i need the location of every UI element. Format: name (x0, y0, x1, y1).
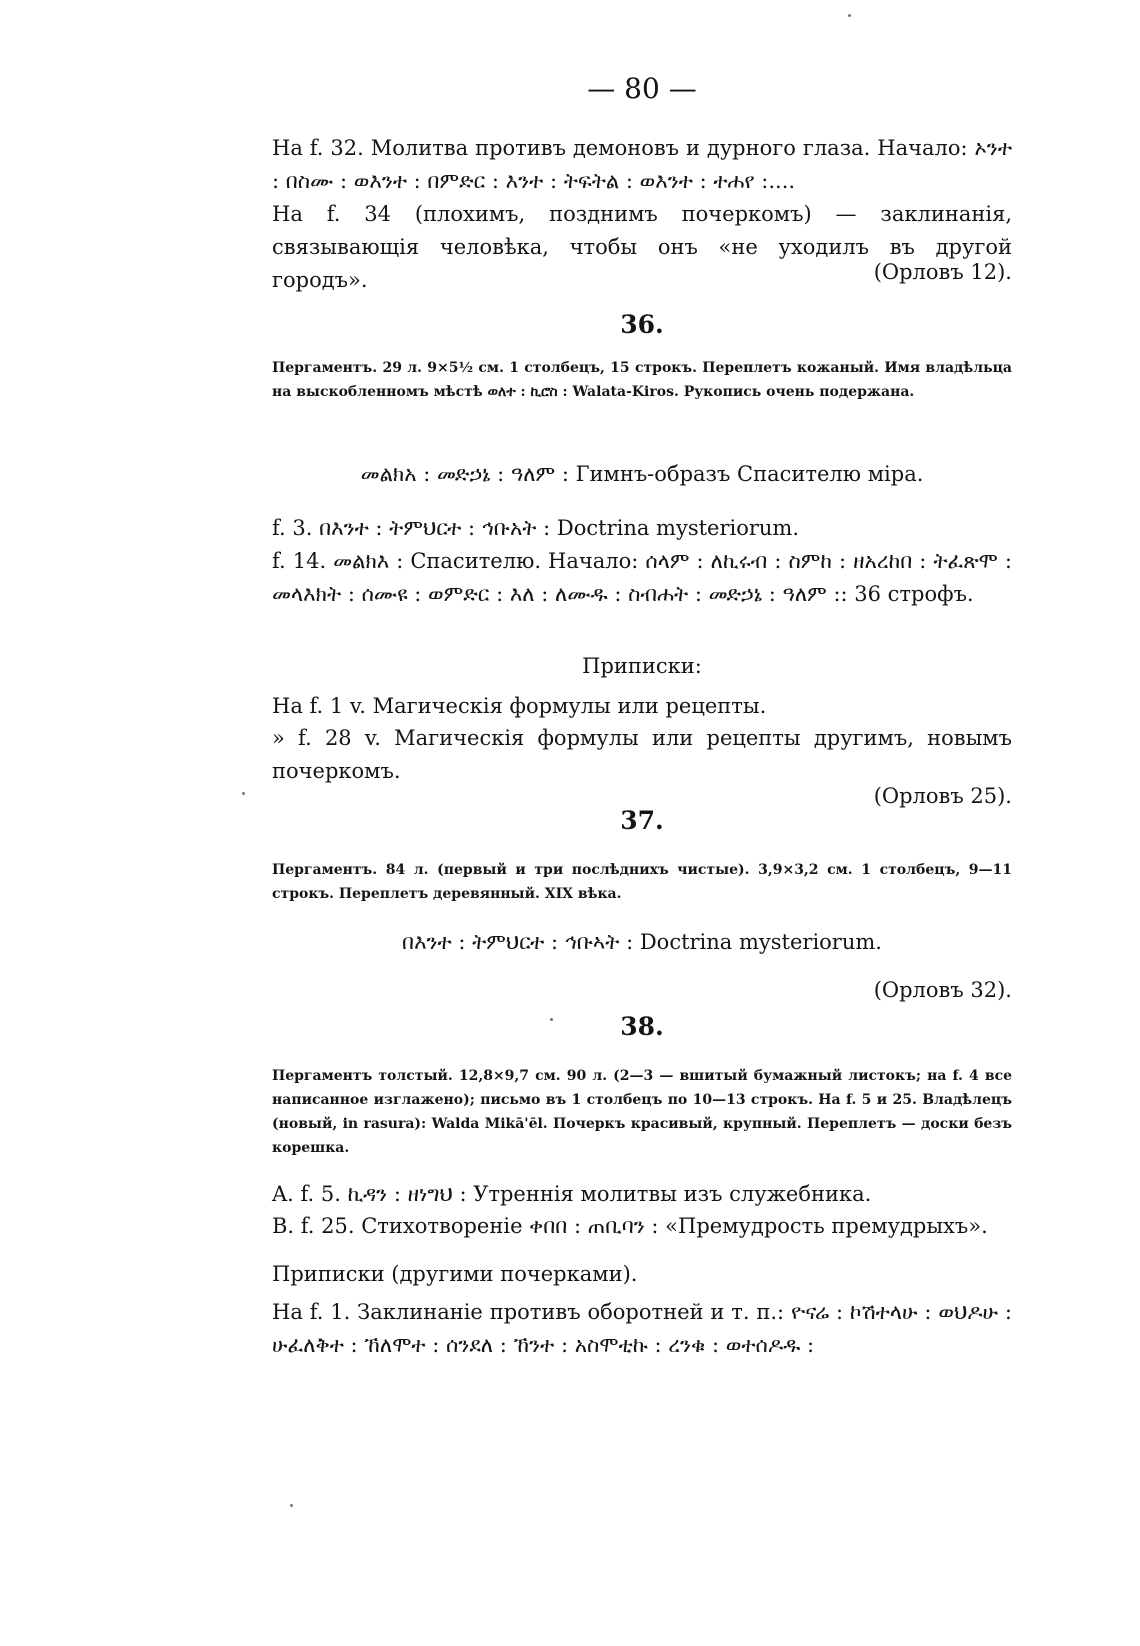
entry-36-description: Пергаментъ. 29 л. 9×5½ см. 1 столбецъ, 15 строкъ. Переплетъ кожаный. Имя владѣльца на выскобленномъ мѣстѣ ወለተ : ኪሮስ : Walata-Kiros. Рукопись очень подержана. (272, 360, 1012, 400)
paragraph-f34: На f. 34 (плохимъ, позднимъ почеркомъ) — заклинанія, связывающія человѣка, чтобы онъ «не уходилъ въ другой городъ». (272, 202, 1012, 292)
entry-number-38: 38. (620, 1012, 664, 1041)
print-speck (550, 1018, 553, 1021)
print-speck (290, 1504, 293, 1507)
entry-36-line-f3: f. 3. በእንተ : ትምህርተ : ኅቡአት : Doctrina mysteriorum. (272, 516, 800, 540)
entry-38-note-f1: На f. 1. Заклинаніе противъ оборотней и т. п.: ዮናሬ : ኮሽተላሁ : ወህዶሁ : ሁፈለቅተ : ኸለሞተ : ሰንደለ : ኸንተ : አስሞቲኩ : ረንቁ : ወተሰዶዱ : (272, 1300, 1012, 1357)
entry-37-description: Пергаментъ. 84 л. (первый и три послѣднихъ чистые). 3,9×3,2 см. 1 столбецъ, 9—11 строкъ. Переплетъ деревянный. XIX вѣка. (272, 862, 1012, 902)
paragraph-f32: На f. 32. Молитва противъ демоновъ и дурного глаза. Начало: ኦንተ : በስሙ : ወእንተ : በምድር : እንተ : ትፍትል : ወእንተ : ተሐየ :.... (272, 136, 1012, 193)
entry-36-line-f14: f. 14. መልክእ : Спасителю. Начало: ሰላም : ለኪሩብ : ስምከ : ዘአረከበ : ትፈጽሞ : መላእክት : ሰሙዩ : ወምድር : እለ : ለሙዱ : ስብሐት : መድኃኔ : ዓለም :: 36 строфъ. (272, 549, 1012, 606)
reference-orlov-12: (Орловъ 12). (873, 260, 1012, 284)
print-speck (242, 792, 245, 795)
entry-37-title: በእንተ : ትምህርተ : ኅቡኣት : Doctrina mysteriorum. (402, 930, 882, 954)
entry-36-note-f28: » f. 28 v. Магическія формулы или рецепты другимъ, новымъ почеркомъ. (272, 726, 1012, 783)
reference-orlov-32: (Орловъ 32). (873, 978, 1012, 1002)
entry-36-notes-heading: Приписки: (582, 654, 702, 678)
entry-38-line-a: A. f. 5. ኪዳን : ዘነግህ : Утреннія молитвы изъ служебника. (272, 1182, 872, 1206)
entry-36-title: መልክአ : መድኃኔ : ዓለም : Гимнъ-образъ Спасителю міра. (360, 462, 924, 486)
print-speck (848, 14, 851, 17)
entry-38-description: Пергаментъ толстый. 12,8×9,7 см. 90 л. (2—3 — вшитый бумажный листокъ; на f. 4 все написанное изглажено); письмо въ 1 столбецъ по 10—13 строкъ. На f. 5 и 25. Владѣлецъ (новый, in rasura): Walda Mikā'ēl. Почеркъ красивый, крупный. Переплетъ — доски безъ корешка. (272, 1068, 1012, 1156)
page-number: — 80 — (587, 72, 697, 105)
entry-36-note-f1: На f. 1 v. Магическія формулы или рецепты. (272, 694, 767, 718)
entry-38-notes-heading: Приписки (другими почерками). (272, 1262, 638, 1286)
reference-orlov-25: (Орловъ 25). (873, 784, 1012, 808)
entry-38-line-b: B. f. 25. Стихотвореніе ቀበበ : ጠቢባን : «Премудрость премудрыхъ». (272, 1214, 988, 1238)
entry-number-36: 36. (620, 310, 664, 339)
entry-number-37: 37. (620, 806, 664, 835)
